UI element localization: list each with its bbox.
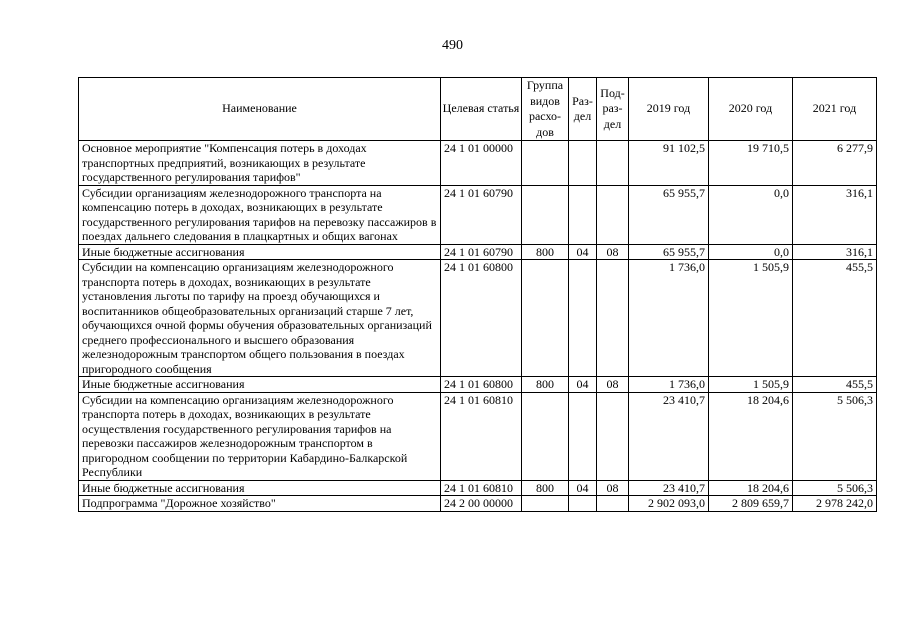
table-body [79,141,877,512]
table-header [79,78,877,141]
cell-2020: 2 809 659,7 [709,496,793,512]
cell-2021: 6 277,9 [793,141,877,186]
cell-name: Иные бюджетные ассигнования [79,377,441,393]
cell-expense-group [522,496,569,512]
table-row [79,244,877,260]
cell-2021: 455,5 [793,377,877,393]
cell-subsection [597,392,629,480]
cell-2019: 23 410,7 [629,392,709,480]
cell-section: 04 [569,480,597,496]
cell-target-article: 24 1 01 60810 [441,480,522,496]
cell-2021: 5 506,3 [793,392,877,480]
cell-subsection [597,260,629,377]
cell-target-article: 24 1 01 60790 [441,244,522,260]
cell-target-article: 24 1 01 60790 [441,185,522,244]
cell-target-article: 24 1 01 60800 [441,377,522,393]
cell-2019: 65 955,7 [629,244,709,260]
cell-name: Основное мероприятие "Компенсация потерь в доходах транспортных предприятий, возникающих в результате государственного регулирования тарифов" [79,141,441,186]
header-section: Раз-дел [569,78,597,141]
cell-target-article: 24 1 01 60800 [441,260,522,377]
page-number: 490 [442,38,463,53]
cell-section [569,392,597,480]
table-row [79,392,877,480]
table-row [79,260,877,377]
cell-expense-group: 800 [522,480,569,496]
cell-2021: 316,1 [793,185,877,244]
cell-name: Иные бюджетные ассигнования [79,480,441,496]
cell-section: 04 [569,244,597,260]
table-row [79,141,877,186]
header-expense-group: Группа видов расхо-дов [522,78,569,141]
cell-subsection [597,496,629,512]
cell-2019: 1 736,0 [629,377,709,393]
cell-2019: 91 102,5 [629,141,709,186]
cell-2020: 0,0 [709,244,793,260]
cell-expense-group [522,185,569,244]
cell-section [569,141,597,186]
table-row [79,480,877,496]
cell-2019: 2 902 093,0 [629,496,709,512]
cell-name: Иные бюджетные ассигнования [79,244,441,260]
cell-name: Субсидии на компенсацию организациям железнодорожного транспорта потерь в доходах, возникающих в результате установления льготы по тарифу на проезд обучающихся и воспитанников общеобразовательных организаций старше 7 лет, обучающихся очной формы обучения образовательных организаций среднего профессионального и высшего образования железнодорожным транспортом общего пользования в поездах пригородного сообщения [79,260,441,377]
cell-section [569,185,597,244]
cell-target-article: 24 1 01 60810 [441,392,522,480]
cell-expense-group [522,260,569,377]
cell-target-article: 24 1 01 00000 [441,141,522,186]
table-row [79,496,877,512]
table-row [79,185,877,244]
header-year-2020: 2020 год [709,78,793,141]
cell-2019: 23 410,7 [629,480,709,496]
cell-2020: 19 710,5 [709,141,793,186]
cell-expense-group: 800 [522,377,569,393]
cell-2019: 65 955,7 [629,185,709,244]
cell-name: Субсидии на компенсацию организациям железнодорожного транспорта потерь в доходах, возникающих в результате осуществления государственного регулирования тарифов на перевозки пассажиров железнодорожным транспортом в пригородном сообщении по территории Кабардино-Балкарской Республики [79,392,441,480]
cell-2020: 1 505,9 [709,260,793,377]
cell-subsection: 08 [597,244,629,260]
cell-2021: 2 978 242,0 [793,496,877,512]
cell-2020: 18 204,6 [709,392,793,480]
cell-2019: 1 736,0 [629,260,709,377]
cell-2020: 1 505,9 [709,377,793,393]
cell-subsection [597,141,629,186]
cell-subsection [597,185,629,244]
header-year-2021: 2021 год [793,78,877,141]
cell-subsection: 08 [597,480,629,496]
budget-table [78,77,877,512]
cell-section [569,260,597,377]
cell-expense-group: 800 [522,244,569,260]
header-target-article: Целевая статья [441,78,522,141]
cell-name: Подпрограмма "Дорожное хозяйство" [79,496,441,512]
cell-expense-group [522,141,569,186]
cell-target-article: 24 2 00 00000 [441,496,522,512]
cell-subsection: 08 [597,377,629,393]
cell-expense-group [522,392,569,480]
cell-section [569,496,597,512]
header-subsection: Под-раз-дел [597,78,629,141]
header-name: Наименование [79,78,441,141]
header-year-2019: 2019 год [629,78,709,141]
cell-section: 04 [569,377,597,393]
cell-2021: 316,1 [793,244,877,260]
cell-2020: 18 204,6 [709,480,793,496]
cell-name: Субсидии организациям железнодорожного транспорта на компенсацию потерь в доходах, возникающих в результате государственного регулирования тарифов на перевозку пассажиров в поездах дальнего следования в плацкартных и общих вагонах [79,185,441,244]
cell-2021: 455,5 [793,260,877,377]
table-row [79,377,877,393]
cell-2021: 5 506,3 [793,480,877,496]
cell-2020: 0,0 [709,185,793,244]
